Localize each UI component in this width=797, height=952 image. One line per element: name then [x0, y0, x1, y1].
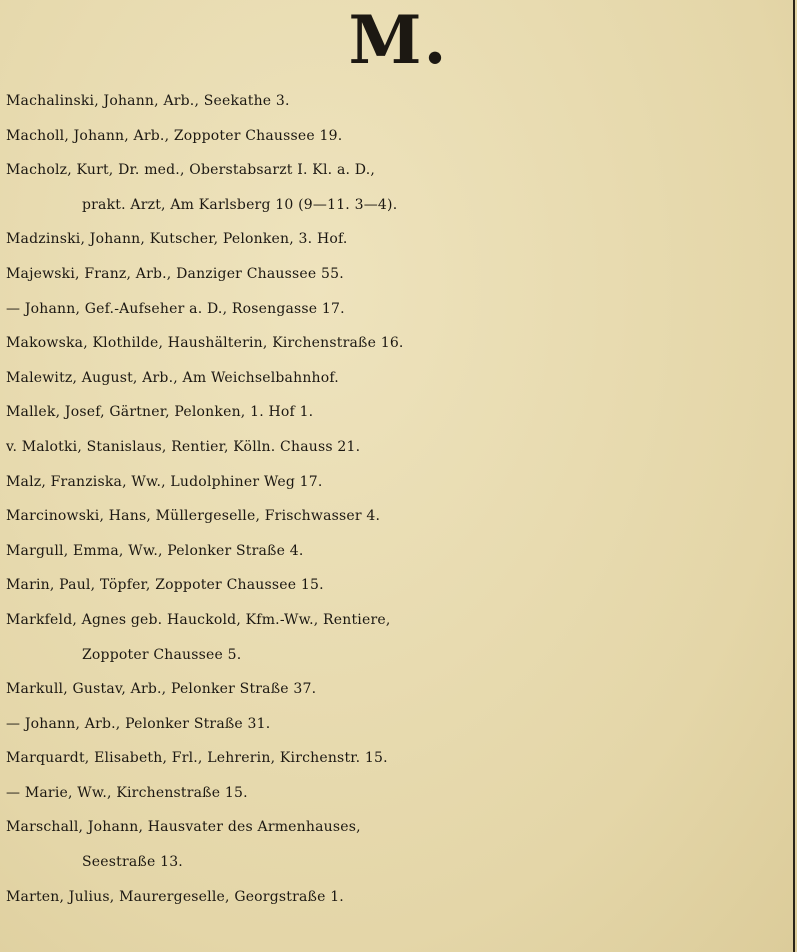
section-heading: M. [348, 1, 449, 79]
entry-line: Markfeld, Agnes geb. Hauckold, Kfm.-Ww., Rentiere, [6, 611, 391, 628]
entry-line: Mallek, Josef, Gärtner, Pelonken, 1. Hof 1. [6, 404, 314, 421]
entry-line: Macholl, Johann, Arb., Zoppoter Chaussee 19. [6, 127, 343, 144]
entry-line: Madzinski, Johann, Kutscher, Pelonken, 3. Hof. [6, 231, 348, 248]
entry-line: Machalinski, Johann, Arb., Seekathe 3. [6, 93, 290, 109]
entry-continuation: prakt. Arzt, Am Karlsberg 10 (9—11. 3—4). [82, 196, 398, 213]
entry-line: Marschall, Johann, Hausvater des Armenhauses, [6, 819, 361, 836]
column-rule [793, 0, 795, 952]
entry-line: Marten, Julius, Maurergeselle, Georgstraße 1. [6, 888, 344, 905]
entry-line: — Johann, Arb., Pelonker Straße 31. [6, 715, 271, 732]
entry-line: Malz, Franziska, Ww., Ludolphiner Weg 17. [6, 473, 323, 490]
entry-line: Margull, Emma, Ww., Pelonker Straße 4. [6, 542, 304, 559]
entry-line: Makowska, Klothilde, Haushälterin, Kirchenstraße 16. [6, 335, 404, 352]
entry-line: v. Malotki, Stanislaus, Rentier, Kölln. Chauss 21. [6, 438, 361, 455]
entry-line: Macholz, Kurt, Dr. med., Oberstabsarzt I. Kl. a. D., [6, 162, 376, 179]
entry-line: — Marie, Ww., Kirchenstraße 15. [6, 784, 248, 801]
entry-list [6, 84, 794, 914]
entry-line: Marquardt, Elisabeth, Frl., Lehrerin, Kirchenstr. 15. [6, 750, 388, 767]
entry-line: Majewski, Franz, Arb., Danziger Chaussee 55. [6, 265, 344, 282]
entry-line: Marcinowski, Hans, Müllergeselle, Frischwasser 4. [6, 508, 381, 525]
entry-continuation: Zoppoter Chaussee 5. [82, 646, 242, 663]
entry-continuation: Seestraße 13. [82, 854, 183, 871]
entry-line: — Johann, Gef.-Aufseher a. D., Rosengasse 17. [6, 300, 345, 317]
entry-line: Marin, Paul, Töpfer, Zoppoter Chaussee 15. [6, 577, 324, 594]
entry-line: Markull, Gustav, Arb., Pelonker Straße 37. [6, 681, 317, 698]
entry-line: Malewitz, August, Arb., Am Weichselbahnhof. [6, 369, 339, 386]
